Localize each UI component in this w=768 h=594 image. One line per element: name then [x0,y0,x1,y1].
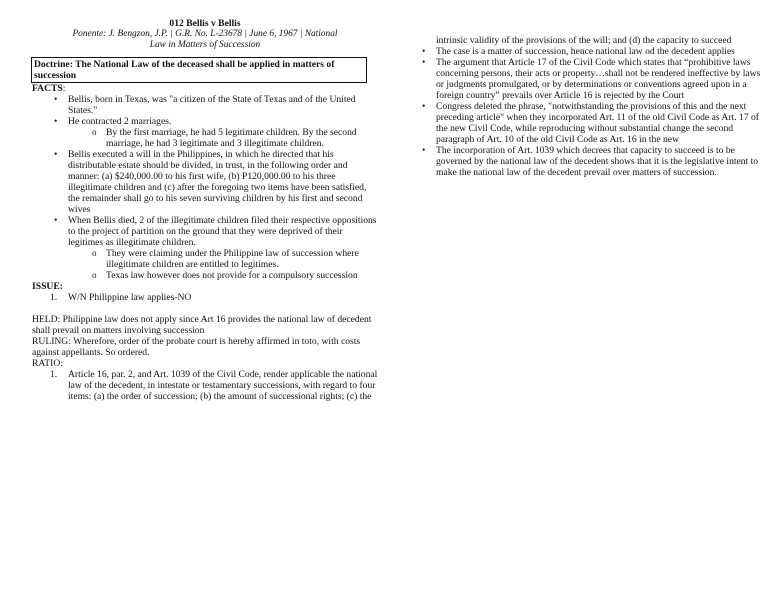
issue-item [50,292,378,303]
ratio-bullet: • The argument that Article 17 of the Civil Code which states that “prohibitive laws concerning persons, their acts or property…shall not be rendered ineffective by laws or judgments promulgated, or by determinations or conventions agreed upon in a foreign country” prevails over Article 16 is rejected by the Court [436,57,768,101]
ratio-bullet: • The case is a matter of succession, hence national law od the decedent applies [436,46,768,57]
fact-item [68,215,378,281]
ratio-text: Article 16, par. 2, and Art. 1039 of the Civil Code, render applicable the national law of the decedent, in intestate or testamentary successions, with regard to four items: (a) the order of succession; (b) the amount of successional rights; (c) the [68,369,378,402]
left-column [32,0,378,402]
right-column [420,35,768,178]
fact-item: • Bellis, born in Texas, was "a citizen of the State of Texas and of the United States." [68,94,378,116]
issue-number: 1. [50,292,58,303]
ratio-bullet: • The incorporation of Art. 1039 which decrees that capacity to succeed is to be governed by the national law of the decedent shows that it is the legislative intent to make the national law of the decedent prevail over matters of succession. [436,145,768,178]
case-byline [32,29,378,51]
case-title: 012 Bellis v Bellis [169,18,241,29]
ratio-bullet: • Congress deleted the phrase, "notwithstanding the provisions of this and the next preceding article" when they incorporated Art. 11 of the old Civil Code as Art. 17 of the new Civil Code, while reproducing without substantial change the second paragraph of Art. 10 of the old Civil Code as Art. 16 in the new [436,101,768,145]
byline-line-1: Ponente: J. Bengzon, J.P. | G.R. No. L-23678 | June 6, 1967 | National [72,29,338,39]
fact-subitem: o They were claiming under the Philippine law of succession where illegitimate children are entitled to legitimes. [106,248,378,270]
fact-sublist [68,127,378,149]
fact-item: • Bellis executed a will in the Philippines, in which he directed that his distributable estate should be divided, in trust, in the following order and manner: (a) $240,000.00 to his first wife, (b) P120,000.00 to his three illegitimate children and (c) after the foregoing two items have been satisfied, the remainder shall go to his seven surviving children by his first and second wives [68,149,378,215]
fact-sublist [68,248,378,281]
facts-list [32,94,378,281]
ratio-continuation: intrinsic validity of the provisions of the will; and (d) the capacity to succeed [436,35,732,46]
issue-list [32,292,378,303]
ratio-list [32,369,378,402]
facts-heading [32,83,378,94]
held-paragraph: HELD: Philippine law does not apply since Art 16 provides the national law of decedent shall prevail on matters involving succession [32,314,372,336]
fact-subitem: o By the first marriage, he had 5 legitimate children. By the second marriage, he had 3 legitimate and 3 illegitimate children. [106,127,378,149]
ratio-bullets [420,46,768,178]
ruling-paragraph: RULING: Wherefore, order of the probate court is hereby affirmed in toto, with costs against appellants. So ordered. [32,336,361,358]
issue-text: W/N Philippine law applies-NO [68,292,192,303]
facts-heading-label: FACTS [32,83,63,94]
fact-item-text: He contracted 2 marriages. [68,116,172,127]
fact-item-text: When Bellis died, 2 of the illegitimate children filed their respective oppositions to the project of partition on the ground that they were deprived of their legitimes as illegitimate children. [68,215,377,248]
doctrine-box: Doctrine: The National Law of the deceased shall be applied in matters of succession [31,57,367,83]
ratio-number: 1. [50,369,58,380]
fact-item [68,116,378,149]
ratio-item [50,369,378,402]
byline-line-2: Law in Matters of Succession [149,40,261,50]
fact-subitem: o Texas law however does not provide for a compulsory succession [106,270,378,281]
ratio-heading: RATIO: [32,358,63,369]
facts-heading-colon: : [62,83,66,94]
issue-heading: ISSUE: [32,281,63,292]
